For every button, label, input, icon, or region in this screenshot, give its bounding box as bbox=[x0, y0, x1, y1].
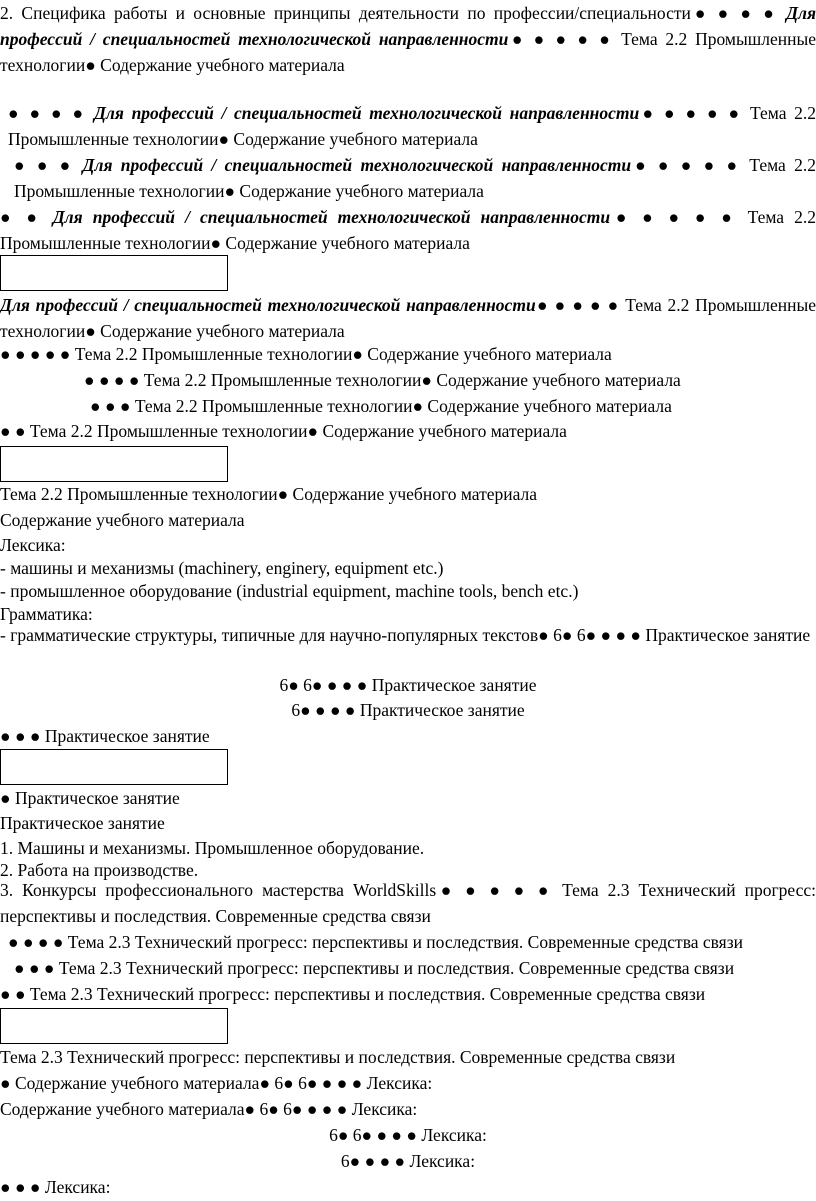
topic-title: Тема 2.2 Промышленные технологии bbox=[134, 396, 413, 416]
hours-marks: 6● bbox=[340, 1151, 361, 1171]
practice-line bbox=[0, 674, 816, 696]
topic-2-3-line-0: Тема 2.3 Технический прогресс: перспективы и последствия. Современные средства связи bbox=[0, 1047, 676, 1067]
topic-title: Тема 2.2 Промышленные технологии bbox=[8, 103, 816, 149]
empty-box bbox=[0, 255, 228, 291]
content-label: Содержание учебного материала bbox=[14, 1073, 260, 1093]
bullet-marks: ● ● ● bbox=[315, 700, 356, 720]
practice-label: Практическое занятие bbox=[645, 625, 811, 645]
content-heading: Содержание учебного материала bbox=[0, 510, 245, 530]
bullet-marks: ● ● ● bbox=[376, 1125, 417, 1145]
hours-marks: 6● 6● bbox=[553, 625, 597, 645]
bold-italic-heading: Для профессий / специальностей технологической направленности bbox=[93, 103, 640, 123]
topic-title: Тема 2.2 Промышленные технологии bbox=[0, 484, 278, 504]
bullet-marks: ● ● ● ● ● bbox=[639, 103, 743, 123]
lexis-item: - промышленное оборудование (industrial equipment, machine tools, bench etc.) bbox=[0, 581, 579, 601]
lexis-line bbox=[0, 1176, 816, 1198]
lexis-heading: Лексика: bbox=[0, 535, 66, 555]
bullet-marks: ● ● bbox=[0, 207, 43, 227]
bullet-marks: ● ● ● bbox=[0, 1177, 41, 1197]
topic-title: Тема 2.3 Технический прогресс: перспективы и последствия. Современные средства связи bbox=[58, 958, 735, 978]
practice-label: Практическое занятие bbox=[359, 700, 525, 720]
outline-line-0 bbox=[0, 292, 816, 344]
bullet-marks: ● ● ● ● bbox=[8, 932, 64, 952]
bullet-marks: ● ● ● bbox=[14, 155, 75, 175]
empty-box bbox=[0, 446, 228, 482]
topic-2-3-line-3 bbox=[14, 957, 816, 979]
topic-title: Тема 2.3 Технический прогресс: перспективы и последствия. Современные средства связи bbox=[0, 880, 816, 926]
topic-title: Тема 2.2 Промышленные технологии bbox=[29, 421, 308, 441]
hours-marks: 6● 6● bbox=[279, 675, 323, 695]
content-label: Содержание учебного материала bbox=[367, 344, 612, 364]
topic-title: Тема 2.3 Технический прогресс: перспективы и последствия. Современные средства связи bbox=[29, 984, 706, 1004]
bullet-marks: ● ● ● ● bbox=[690, 3, 778, 23]
topic-title: Тема 2.2 Промышленные технологии bbox=[0, 207, 816, 253]
bullet-marks: ● bbox=[85, 321, 96, 341]
practice-label: Практическое занятие bbox=[371, 675, 537, 695]
topic-title: Тема 2.2 Промышленные технологии bbox=[0, 29, 816, 75]
content-lexis-line bbox=[0, 1098, 816, 1120]
grammar-heading: Грамматика: bbox=[0, 604, 93, 624]
bullet-marks: ● ● ● ● ● bbox=[535, 295, 620, 315]
numbered-item: 1. Машины и механизмы. Промышленное оборудование. bbox=[0, 838, 425, 858]
content-label: Содержание учебного материала bbox=[239, 181, 484, 201]
bullet-marks: ● bbox=[277, 484, 289, 504]
practice-line bbox=[0, 787, 816, 809]
bullet-marks: ● ● bbox=[0, 984, 26, 1004]
lexis-line bbox=[0, 1150, 816, 1172]
bullet-marks: ● bbox=[218, 129, 230, 149]
bullet-marks: ● ● ● bbox=[14, 958, 55, 978]
bullet-marks: ● ● ● ● bbox=[465, 880, 554, 900]
lexis-label: Лексика: bbox=[421, 1125, 487, 1145]
bullet-marks: ● ● ● ● ● bbox=[610, 207, 738, 227]
topic-title: Тема 2.2 Промышленные технологии bbox=[14, 155, 816, 201]
practice-label: Практическое занятие bbox=[14, 788, 180, 808]
hours-marks: 6● 6● bbox=[259, 1099, 303, 1119]
outline-line-3 bbox=[0, 152, 816, 204]
content-lexis-line bbox=[0, 1072, 816, 1094]
lexis-item: - машины и механизмы (machinery, enginery, equipment etc.) bbox=[0, 558, 444, 578]
bullet-marks: ● ● ● bbox=[364, 1151, 406, 1171]
hours-marks: 6● 6● bbox=[274, 1073, 318, 1093]
topic-line-4 bbox=[84, 369, 816, 391]
bullet-marks: ● ● ● bbox=[0, 726, 41, 746]
bullet-marks: ● ● ● bbox=[600, 625, 641, 645]
empty-box bbox=[0, 1008, 228, 1044]
topic-line-3 bbox=[90, 395, 816, 417]
section-heading-text: 2. Специфика работы и основные принципы деятельности по профессии/специальности bbox=[0, 3, 691, 23]
bullet-marks: ● ● ● ● bbox=[84, 370, 140, 390]
outline-line-2 bbox=[0, 204, 816, 256]
bold-italic-heading: Для профессий / специальностей технологической направленности bbox=[0, 3, 816, 49]
topic-line-2 bbox=[0, 420, 816, 442]
bullet-marks: ● bbox=[85, 55, 96, 75]
practice-label: Практическое занятие bbox=[44, 726, 210, 746]
bullet-marks: ● bbox=[307, 421, 319, 441]
bullet-marks: ● bbox=[224, 181, 236, 201]
bullet-marks: ● bbox=[436, 880, 457, 900]
intro-paragraph bbox=[0, 0, 816, 78]
bullet-marks: ● bbox=[244, 1099, 256, 1119]
grammar-item: - грамматические структуры, типичные для научно-популярных текстов bbox=[0, 625, 539, 645]
content-label: Содержание учебного материала bbox=[292, 484, 538, 504]
topic-line-0 bbox=[0, 483, 816, 505]
lexis-line bbox=[0, 1124, 816, 1146]
bold-italic-heading: Для профессий / специальностей технологической направленности bbox=[82, 155, 632, 175]
bullet-marks: ● bbox=[538, 625, 549, 645]
content-label: Содержание учебного материала bbox=[322, 421, 567, 441]
practice-line bbox=[0, 699, 816, 721]
bullet-marks: ● ● ● ● bbox=[8, 103, 87, 123]
bullet-marks: ● bbox=[412, 396, 424, 416]
bullet-marks: ● ● ● bbox=[90, 396, 131, 416]
topic-2-3-line-4 bbox=[8, 931, 816, 953]
lexis-label: Лексика: bbox=[351, 1099, 418, 1119]
bullet-marks: ● bbox=[210, 233, 222, 253]
topic-line-5 bbox=[0, 343, 816, 365]
practice-heading: Практическое занятие bbox=[0, 813, 165, 833]
bullet-marks: ● ● ● ● ● bbox=[631, 155, 741, 175]
topic-title: Тема 2.2 Промышленные технологии bbox=[0, 295, 816, 341]
bullet-marks: ● ● bbox=[0, 421, 26, 441]
bullet-marks: ● ● ● ● ● bbox=[508, 29, 614, 49]
content-label: Содержание учебного материала bbox=[233, 129, 478, 149]
bullet-marks: ● ● ● bbox=[326, 675, 368, 695]
content-label: Содержание учебного материала bbox=[100, 321, 345, 341]
bold-italic-heading: Для профессий / специальностей технологической направленности bbox=[52, 207, 611, 227]
hours-marks: 6● 6● bbox=[329, 1125, 373, 1145]
bullet-marks: ● bbox=[352, 344, 363, 364]
topic-title: Тема 2.2 Промышленные технологии bbox=[74, 344, 353, 364]
grammar-paragraph bbox=[0, 622, 816, 648]
outline-line-4 bbox=[0, 100, 816, 152]
bold-italic-heading: Для профессий / специальностей технологической направленности bbox=[0, 295, 536, 315]
lexis-label: Лексика: bbox=[366, 1073, 433, 1093]
bullet-marks: ● bbox=[421, 370, 432, 390]
bullet-marks: ● bbox=[0, 1073, 11, 1093]
numbered-item: 3. Конкурсы профессионального мастерства WorldSkills bbox=[0, 880, 437, 900]
bullet-marks: ● bbox=[0, 788, 11, 808]
content-label: Содержание учебного материала bbox=[100, 55, 345, 75]
topic-title: Тема 2.3 Технический прогресс: перспективы и последствия. Современные средства связи bbox=[67, 932, 743, 952]
numbered-item-paragraph bbox=[0, 877, 816, 929]
empty-box bbox=[0, 749, 228, 785]
numbered-item: 2. Работа на производстве. bbox=[0, 860, 199, 880]
practice-line bbox=[0, 725, 816, 747]
bullet-marks: ● ● ● bbox=[321, 1073, 363, 1093]
content-label: Содержание учебного материала bbox=[436, 370, 681, 390]
hours-marks: 6● bbox=[291, 700, 311, 720]
content-label: Содержание учебного материала bbox=[427, 396, 672, 416]
content-label: Содержание учебного материала bbox=[225, 233, 470, 253]
bullet-marks: ● ● ● bbox=[306, 1099, 348, 1119]
bullet-marks: ● bbox=[259, 1073, 271, 1093]
topic-2-3-line-2 bbox=[0, 983, 816, 1005]
bullet-marks: ● ● ● ● ● bbox=[0, 344, 71, 364]
topic-title: Тема 2.2 Промышленные технологии bbox=[143, 370, 422, 390]
lexis-label: Лексика: bbox=[409, 1151, 476, 1171]
content-label: Содержание учебного материала bbox=[0, 1099, 245, 1119]
lexis-label: Лексика: bbox=[44, 1177, 111, 1197]
